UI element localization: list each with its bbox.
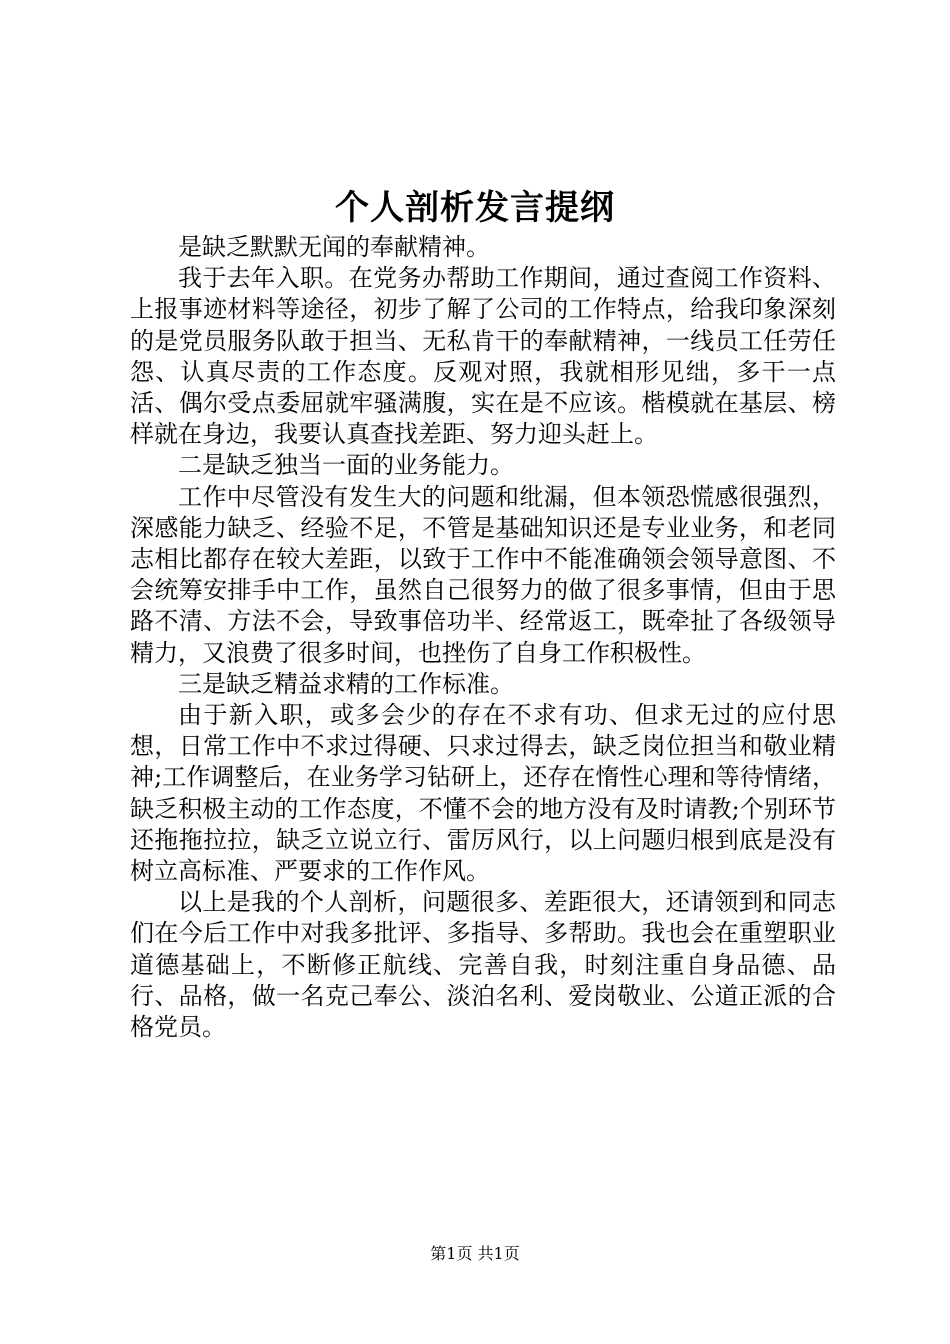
document-body xyxy=(130,232,836,1043)
paragraph-1: 是缺乏默默无闻的奉献精神。 xyxy=(178,233,490,261)
paragraph-2: 我于去年入职。在党务办帮助工作期间，通过查阅工作资料、上报事迹材料等途径，初步了解了公司的工作特点，给我印象深刻的是党员服务队敢于担当、无私肯干的奉献精神，一线员工任劳任怨、认真尽责的工作态度。反观对照，我就相形见绌，多干一点活、偶尔受点委屈就牢骚满腹，实在是不应该。楷模就在基层、榜样就在身边，我要认真查找差距、努力迎头赶上。 xyxy=(130,264,836,449)
paragraph-7: 以上是我的个人剖析，问题很多、差距很大，还请领到和同志们在今后工作中对我多批评、多指导、多帮助。我也会在重塑职业道德基础上，不断修正航线、完善自我，时刻注重自身品德、品行、品格，做一名克己奉公、淡泊名利、爱岗敬业、公道正派的合格党员。 xyxy=(130,888,836,1042)
paragraph-4: 工作中尽管没有发生大的问题和纰漏，但本领恐慌感很强烈，深感能力缺乏、经验不足，不管是基础知识还是专业业务，和老同志相比都存在较大差距，以致于工作中不能准确领会领导意图、不会统筹安排手中工作，虽然自己很努力的做了很多事情，但由于思路不清、方法不会，导致事倍功半、经常返工，既牵扯了各级领导精力，又浪费了很多时间，也挫伤了自身工作积极性。 xyxy=(130,482,836,667)
paragraph-5: 三是缺乏精益求精的工作标准。 xyxy=(178,669,514,698)
page-title: 个人剖析发言提纲 xyxy=(335,188,615,228)
paragraph-3: 二是缺乏独当一面的业务能力。 xyxy=(178,451,514,480)
paragraph-6: 由于新入职，或多会少的存在不求有功、但求无过的应付思想，日常工作中不求过得硬、只求过得去，缺乏岗位担当和敬业精神;工作调整后，在业务学习钻研上，还存在惰性心理和等待情绪，缺乏积极主动的工作态度，不懂不会的地方没有及时请教;个别环节还拖拖拉拉，缺乏立说立行、雷厉风行，以上问题归根到底是没有树立高标准、严要求的工作作风。 xyxy=(130,701,836,886)
page-footer: 第1页 共1页 xyxy=(430,1244,520,1263)
